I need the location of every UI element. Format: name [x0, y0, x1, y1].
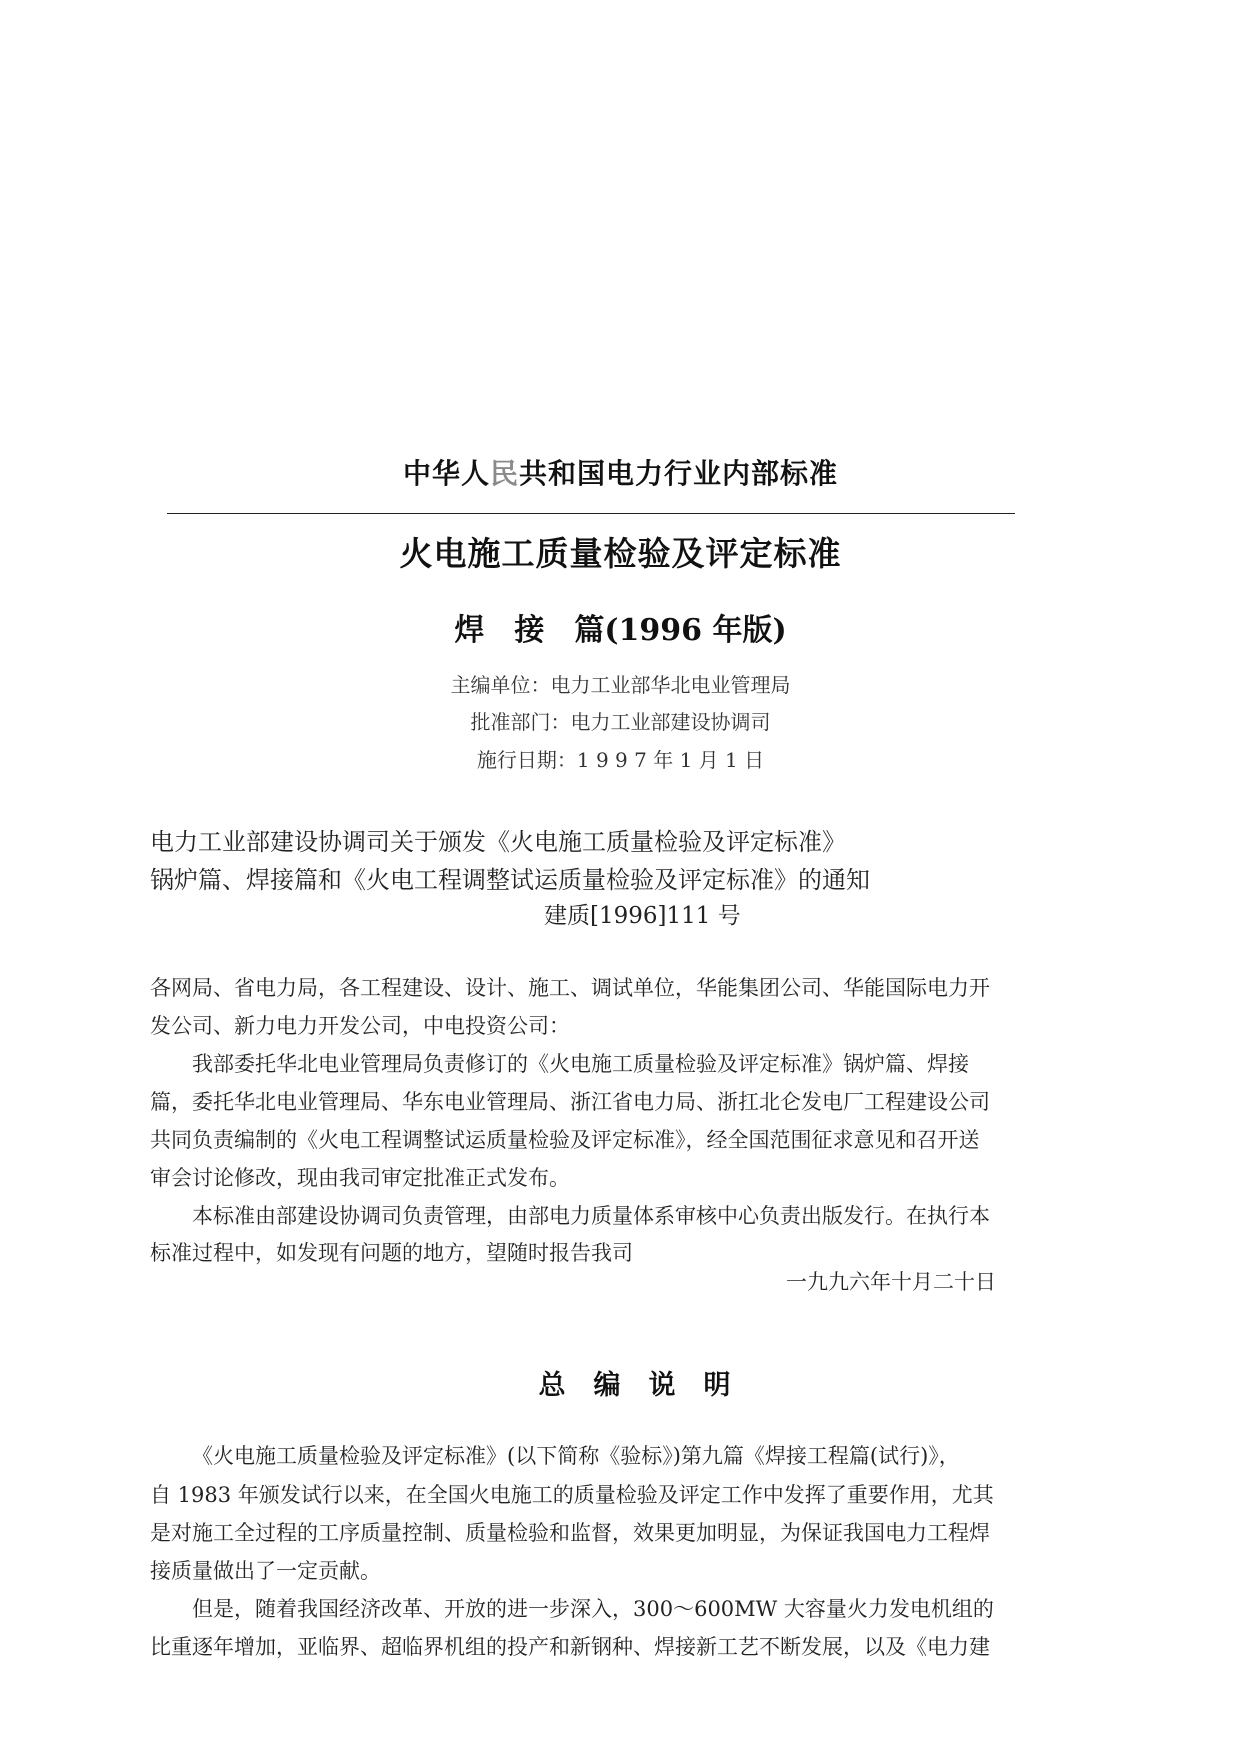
general-notes-line: 《火电施工质量检验及评定标准》(以下简称《验标》)第九篇《焊接工程篇(试行)》， [192, 1444, 960, 1468]
notice-body-line: 共同负责编制的《火电工程调整试运质量检验及评定标准》，经全国范围征求意见和召开送 [150, 1128, 980, 1152]
notice-body-line: 各网局、省电力局，各工程建设、设计、施工、调试单位，华能集团公司、华能国际电力开 [150, 976, 990, 1000]
standard-category-faded-char: 民 [489, 457, 519, 490]
approving-department: 批准部门：电力工业部建设协调司 [470, 710, 771, 734]
general-notes-line: 比重逐年增加，亚临界、超临界机组的投产和新钢种、焊接新工艺不断发展，以及《电力建 [150, 1635, 990, 1659]
general-notes-line: 是对施工全过程的工序质量控制、质量检验和监督，效果更加明显，为保证我国电力工程焊 [150, 1521, 990, 1545]
notice-body-line: 篇，委托华北电业管理局、华东电业管理局、浙江省电力局、浙扛北仑发电厂工程建设公司 [150, 1090, 990, 1114]
title-divider [167, 513, 1015, 514]
notice-body-line: 我部委托华北电业管理局负责修订的《火电施工质量检验及评定标准》锅炉篇、焊接 [192, 1052, 969, 1076]
notice-body-line: 发公司、新力电力开发公司，中电投资公司： [150, 1014, 570, 1038]
editor-unit: 主编单位：电力工业部华北电业管理局 [450, 673, 791, 697]
section-heading-general-notes: 总编说明 [538, 1370, 759, 1401]
notice-body-line: 本标准由部建设协调司负责管理，由部电力质量体系审核中心负责出版发行。在执行本 [192, 1204, 990, 1228]
standard-category-title [0, 452, 1241, 492]
standard-category-prefix: 中华人 [402, 457, 490, 490]
notice-title-line-2: 锅炉篇、焊接篇和《火电工程调整试运质量检验及评定标准》的通知 [150, 866, 870, 894]
notice-title-line-1: 电力工业部建设协调司关于颁发《火电施工质量检验及评定标准》 [150, 828, 846, 856]
general-notes-line: 接质量做出了一定贡献。 [150, 1559, 381, 1583]
notice-body-line: 审会讨论修改，现由我司审定批准正式发布。 [150, 1166, 570, 1190]
sub-title: 焊 接 篇(1996 年版) [454, 613, 787, 648]
main-title: 火电施工质量检验及评定标准 [399, 534, 842, 573]
standard-category-suffix: 共和国电力行业内部标准 [519, 457, 839, 490]
notice-date: 一九九六年十月二十日 [786, 1270, 996, 1294]
notice-document-number: 建质[1996]111 号 [544, 903, 741, 929]
general-notes-line: 自 1983 年颁发试行以来，在全国火电施工的质量检验及评定工作中发挥了重要作用，尤其 [150, 1483, 994, 1507]
notice-body-line: 标准过程中，如发现有问题的地方，望随时报告我司 [150, 1241, 633, 1265]
general-notes-line: 但是，随着我国经济改革、开放的进一步深入，300～600MW 大容量火力发电机组的 [192, 1597, 994, 1621]
effective-date: 施行日期：1 9 9 7 年 1 月 1 日 [476, 748, 765, 772]
